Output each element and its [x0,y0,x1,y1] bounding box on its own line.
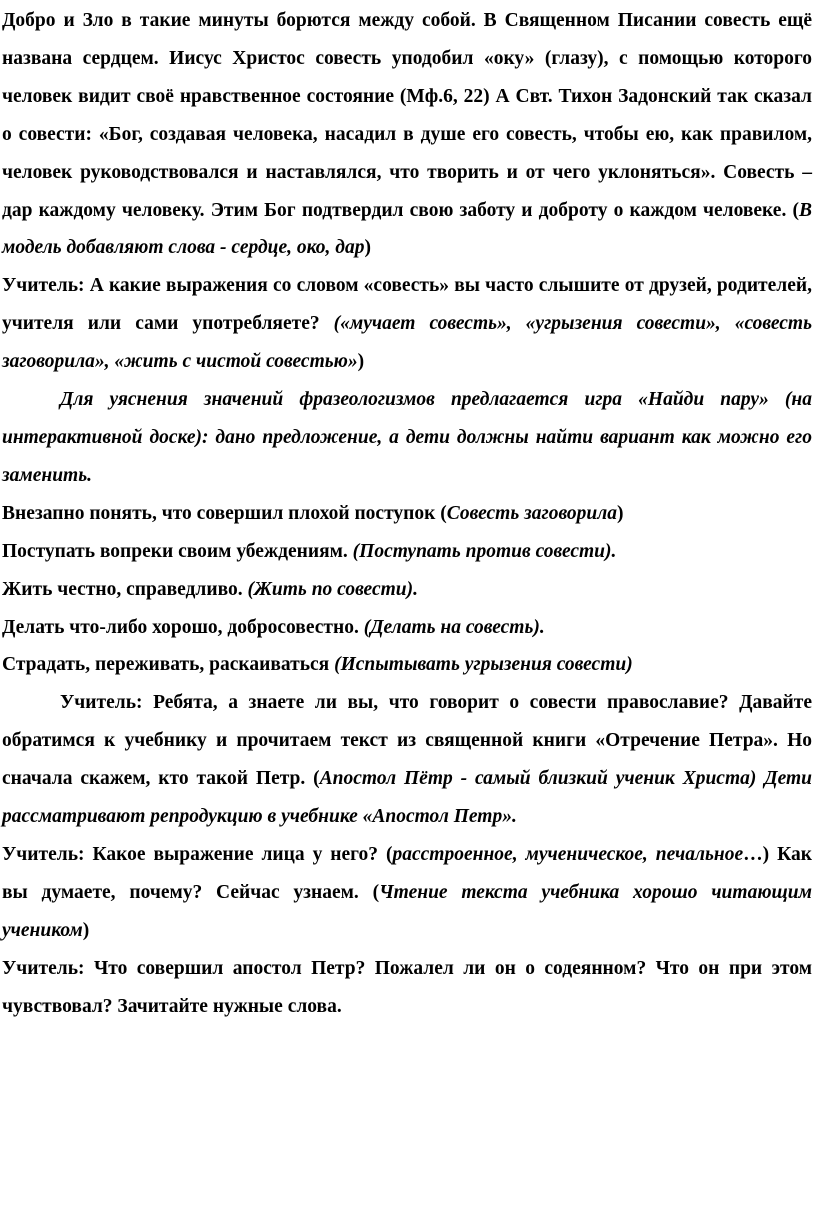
italic-answers: («мучает совесть», «угрызения совести», «совесть заговорила», «жить с чистой совестью» [2,313,812,373]
pair-item [2,646,812,684]
pair-end: ) [617,502,624,524]
paragraph-text-continued: …) Как вы думаете, почему? Сейчас узнаем. ( [2,843,812,903]
pair-answer: (Жить по совести). [247,578,418,600]
pair-phrase: Внезапно понять, что совершил плохой поступок [2,502,436,524]
pair-answer: (Испытывать угрызения совести) [334,654,633,676]
italic-note: Чтение текста учебника хорошо читающим учеником [2,881,812,941]
teacher-face-question [2,836,812,950]
pair-item [2,609,812,647]
speaker-label: Учитель: [2,275,85,297]
pair-item [2,495,812,533]
italic-instructions: Для уяснения значений фразеологизмов предлагается игра «Найди пару» (на интерактивной доске): дано предложение, а дети должны найти вариант как можно его заменить. [2,389,812,486]
pair-separator: . [237,578,248,600]
paragraph-text: Что совершил апостол Петр? Пожалел ли он о содеянном? Что он при этом чувствовал? Зачитайте нужные слова. [2,957,812,1017]
italic-note: В модель добавляют слова - сердце, око, дар [2,199,812,259]
pair-answer: Совесть заговорила [446,502,618,524]
closing-paren: ) [82,919,90,941]
pair-phrase: Поступать вопреки своим убеждениям [2,540,343,562]
pair-phrase: Делать что-либо хорошо, добросовестно [2,616,354,638]
pair-item [2,571,812,609]
pair-answer: (Делать на совесть). [363,616,545,638]
pair-separator: ( [435,502,447,524]
italic-answers: расстроенное, мученическое, печальное [392,843,744,865]
teacher-peter-question [2,950,812,1026]
pair-phrase: Страдать, переживать, раскаиваться [2,654,330,676]
pair-item [2,533,812,571]
closing-paren: ) [357,351,365,373]
pair-phrase: Жить честно, справедливо [2,578,238,600]
teacher-orthodoxy-paragraph [2,684,812,836]
pair-separator: . [342,540,353,562]
speaker-label: Учитель: [2,957,85,979]
paragraph-text: Ребята, а знаете ли вы, что говорит о совести православие? Давайте обратимся к учебнику и прочитаем текст из священной книги «Отречение Петра». Но сначала скажем, кто такой Петр. ( [2,692,812,790]
pair-answer: (Поступать против совести). [352,540,617,562]
closing-paren: ) [364,237,371,259]
game-instructions [2,381,812,495]
teacher-question-expressions [2,267,812,381]
paragraph-text: Добро и Зло в такие минуты борются между собой. В Священном Писании совесть ещё названа сердцем. Иисус Христос совесть уподобил «оку» (глазу), с помощью которого человек видит своё нравственное состояние (Мф.6, 22) А Свт. Тихон Задонский так сказал о совести: «Бог, создавая человека, насадил в душе его совесть, чтобы ею, как правилом, человек руководствовался и наставлялся, что творить и от чего уклоняться». Совесть – дар каждому человеку. Этим Бог подтвердил свою заботу и доброту о каждом человеке. ( [2,10,812,221]
paragraph-text: Какое выражение лица у него? ( [84,843,393,865]
italic-note: Апостол Пётр - самый близкий ученик Христа) Дети рассматривают репродукцию в учебнике «Апостол Петр». [2,768,812,828]
paragraph-conscience-intro [2,2,812,267]
speaker-label: Учитель: [2,843,85,865]
speaker-label: Учитель: [60,692,143,714]
paragraph-text: А какие выражения со словом «совесть» вы часто слышите от друзей, родителей, учителя или сами употребляете? [2,275,812,335]
pair-separator: . [353,616,364,638]
